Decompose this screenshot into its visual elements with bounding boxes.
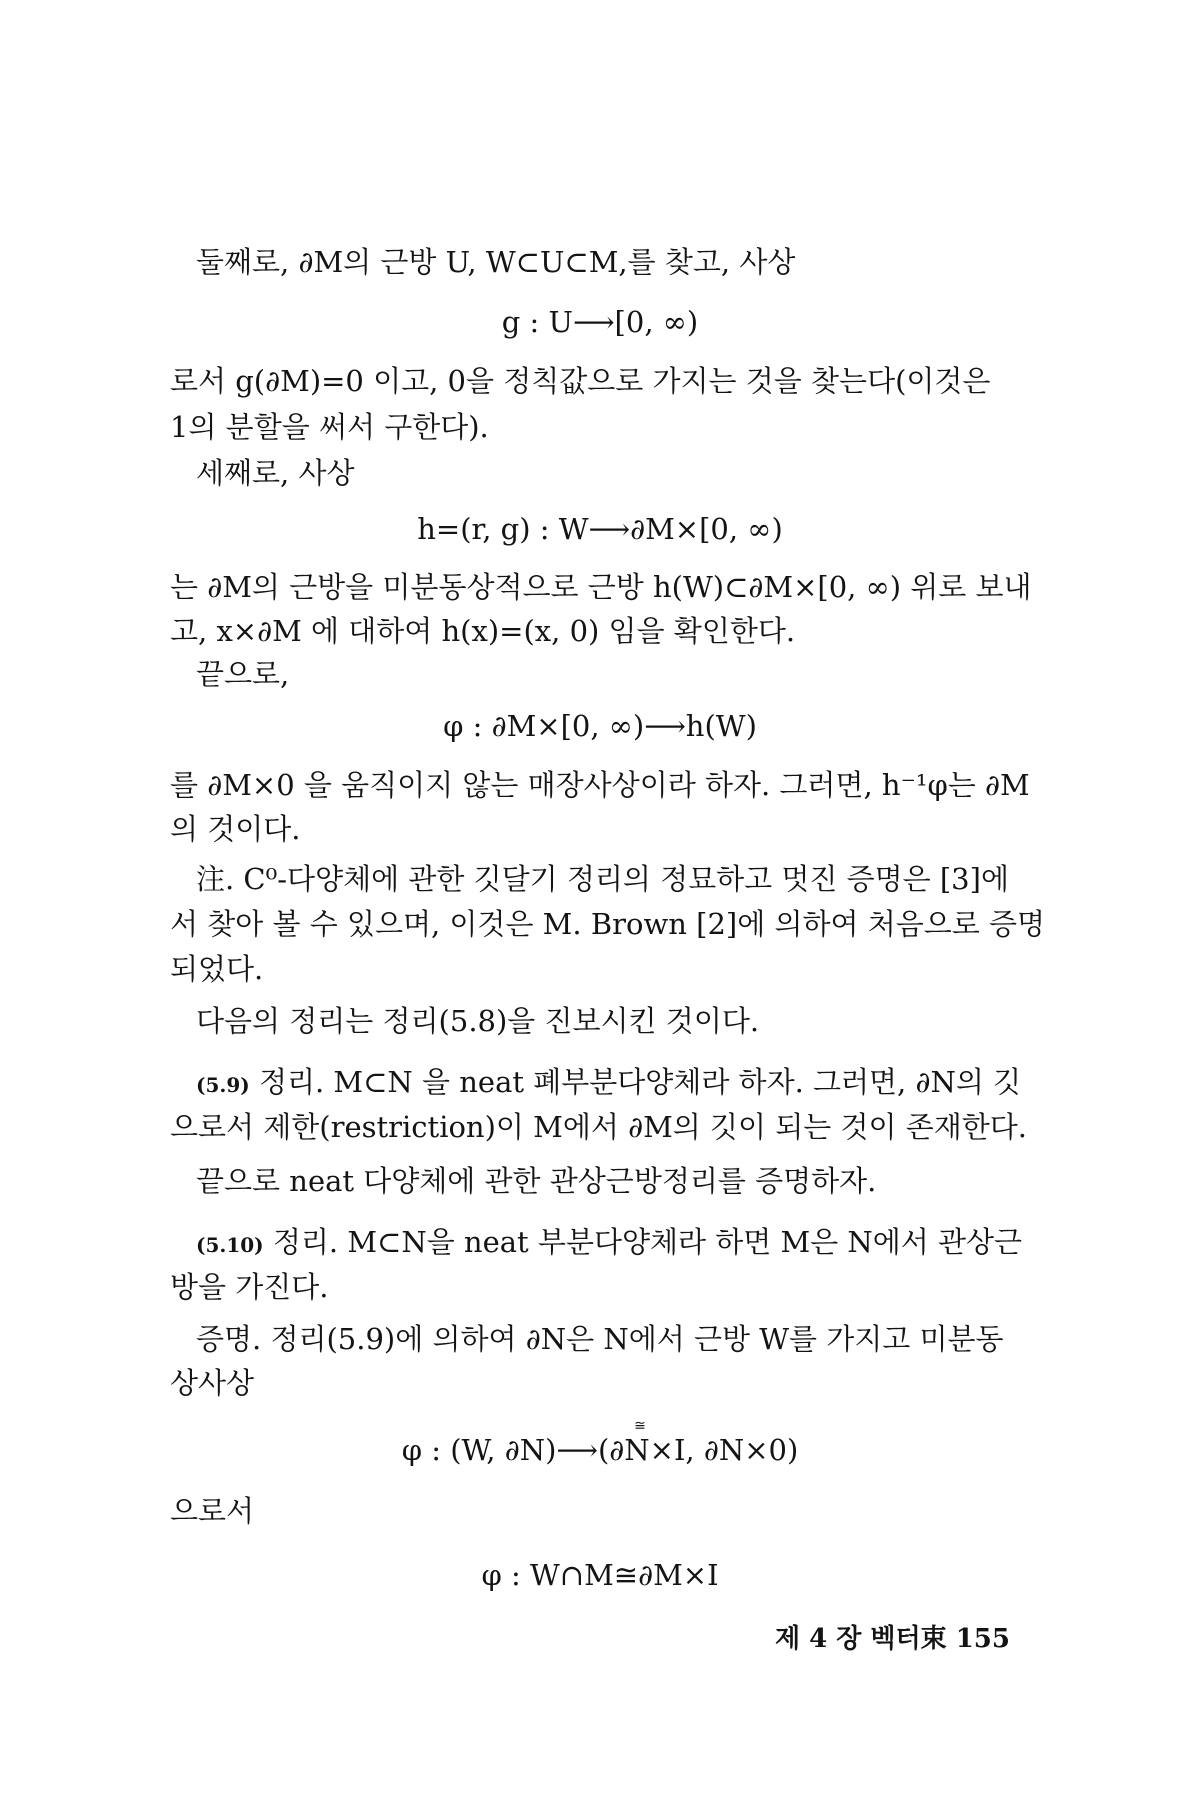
text-line: 를 ∂M×0 을 움직이지 않는 매장사상이라 하자. 그러면, h⁻¹φ는 ∂M	[170, 768, 1030, 802]
text-line: 1의 분할을 써서 구한다).	[170, 410, 489, 444]
text-line: 로서 g(∂M)=0 이고, 0을 정칙값으로 가지는 것을 찾는다(이것은	[170, 364, 991, 398]
remark-line: 注. C⁰-다양체에 관한 깃달기 정리의 정묘하고 멋진 증명은 [3]에	[196, 862, 1009, 896]
text-line: 상사상	[170, 1366, 255, 1400]
display-equation: h=(r, g) : W⟶∂M×[0, ∞)	[417, 512, 783, 546]
theorem-line	[196, 1225, 1076, 1262]
display-equation: φ : (W, ∂N)⟶(∂N×I, ∂N×0)	[401, 1433, 799, 1467]
theorem-text: 정리. M⊂N을 neat 부분다양체라 하면 M은 N에서 관상근	[272, 1225, 1023, 1259]
text-line: 으로서 제한(restriction)이 M에서 ∂M의 깃이 되는 것이 존재한다.	[170, 1110, 1028, 1144]
text-line: 는 ∂M의 근방을 미분동상적으로 근방 h(W)⊂∂M×[0, ∞) 위로 보내	[170, 570, 1032, 604]
text-line: 끝으로,	[196, 657, 290, 691]
theorem-number: (5.10)	[196, 1233, 264, 1257]
text-line: 세째로, 사상	[196, 456, 355, 490]
theorem-number: (5.9)	[196, 1073, 250, 1097]
text-line: 되었다.	[170, 952, 264, 986]
display-equation: g : U⟶[0, ∞)	[501, 305, 699, 339]
theorem-line	[196, 1065, 1076, 1102]
page-footer: 제 4 장 벡터束 155	[774, 1624, 1010, 1654]
text-line: 고, x×∂M 에 대하여 h(x)=(x, 0) 임을 확인한다.	[170, 614, 796, 648]
text-line: 으로서	[170, 1494, 255, 1528]
proof-line: 증명. 정리(5.9)에 의하여 ∂N은 N에서 근방 W를 가지고 미분동	[196, 1322, 1004, 1356]
text-line: 서 찾아 볼 수 있으며, 이것은 M. Brown [2]에 의하여 처음으로 증명	[170, 907, 1046, 941]
text-line: 다음의 정리는 정리(5.8)을 진보시킨 것이다.	[196, 1004, 760, 1038]
text-line: 끝으로 neat 다양체에 관한 관상근방정리를 증명하자.	[196, 1164, 877, 1198]
display-equation: φ : W∩M≅∂M×I	[481, 1558, 719, 1592]
iso-symbol: ≅	[634, 1418, 646, 1434]
theorem-text: 정리. M⊂N 을 neat 폐부분다양체라 하자. 그러면, ∂N의 깃	[258, 1065, 1022, 1099]
text-line: 둘째로, ∂M의 근방 U, W⊂U⊂M,를 찾고, 사상	[196, 245, 796, 279]
text-line: 의 것이다.	[170, 812, 301, 846]
text-line: 방을 가진다.	[170, 1270, 329, 1304]
display-equation: φ : ∂M×[0, ∞)⟶h(W)	[443, 709, 757, 743]
